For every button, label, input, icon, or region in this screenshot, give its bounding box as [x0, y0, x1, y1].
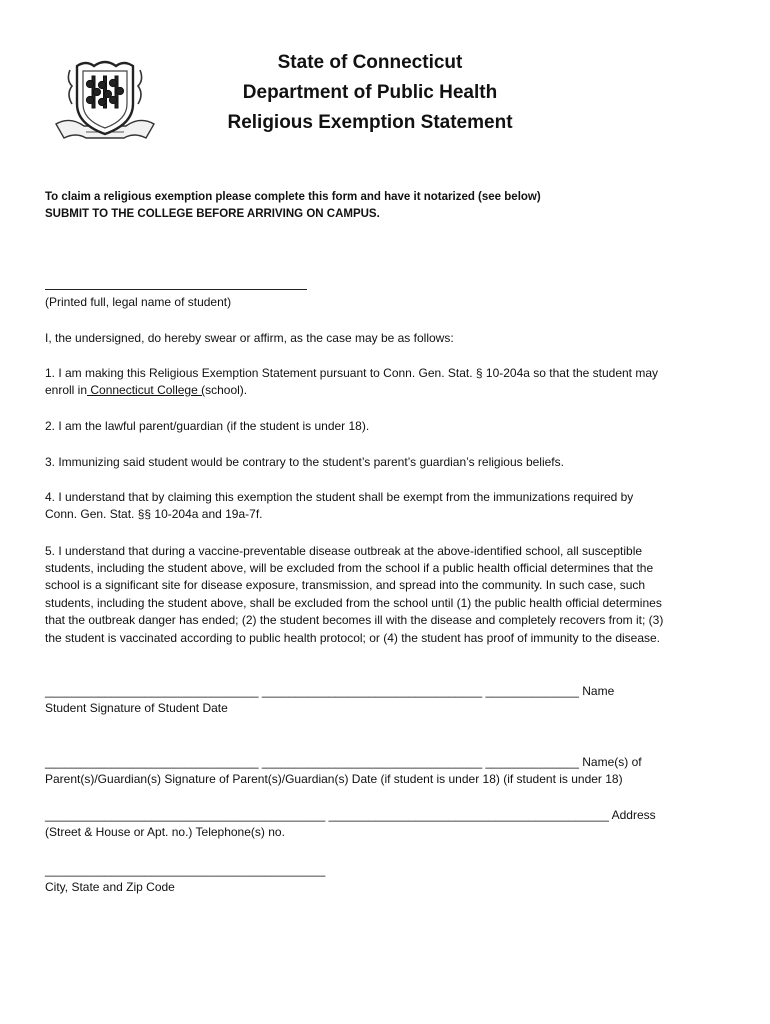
item-5-line1: 5. I understand that during a vaccine-preventable disease outbreak at the above-identified school, all susceptible	[45, 544, 643, 558]
page-title	[170, 48, 570, 138]
item-5-line6: the student is vaccinated according to public health protocol; or (4) the student has proof of immunity to the disease.	[45, 631, 661, 645]
school-name-field[interactable]: Connecticut College (	[87, 383, 206, 397]
item-3: 3. Immunizing said student would be contrary to the student’s parent’s guardian’s religious beliefs.	[45, 455, 564, 469]
student-signature-line[interactable]: ________________________________ _________________________________ ______________ Name	[45, 684, 615, 698]
item-2: 2. I am the lawful parent/guardian (if the student is under 18).	[45, 419, 370, 433]
item-1-suffix: school).	[205, 383, 248, 397]
item-4-line2: Conn. Gen. Stat. §§ 10-204a and 19a-7f.	[45, 507, 263, 521]
instructions	[45, 189, 541, 223]
item-5-line3: school is a significant site for disease exposure, transmission, and spread into the community. In such case, such	[45, 578, 646, 592]
title-department: Department of Public Health	[242, 82, 498, 103]
connecticut-state-seal	[50, 54, 160, 150]
item-5-line5: that the outbreak danger has ended; (2) the student becomes ill with the disease and completely recovers from it; (3)	[45, 613, 664, 627]
address-caption: (Street & House or Apt. no.) Telephone(s) no.	[45, 825, 285, 839]
title-form-name: Religious Exemption Statement	[227, 112, 513, 133]
instructions-line2: SUBMIT TO THE COLLEGE BEFORE ARRIVING ON CAMPUS.	[45, 208, 380, 220]
item-1-prefix: enroll in	[45, 383, 88, 397]
item-1-line2	[45, 382, 247, 399]
parent-signature-caption: Parent(s)/Guardian(s) Signature of Parent(s)/Guardian(s) Date (if student is under 18) (if student is under 18)	[45, 772, 623, 786]
item-5-line4: students, including the student above, shall be excluded from the school until (1) the public health official determines	[45, 596, 662, 610]
student-name-caption: (Printed full, legal name of student)	[45, 295, 232, 309]
city-state-zip-caption: City, State and Zip Code	[45, 880, 175, 894]
item-4-line1: 4. I understand that by claiming this exemption the student shall be exempt from the immunizations required by	[45, 490, 634, 504]
address-line[interactable]: __________________________________________ __________________________________________ Address	[45, 808, 656, 822]
intro-text: I, the undersigned, do hereby swear or affirm, as the case may be as follows:	[45, 331, 454, 345]
city-state-zip-line[interactable]: __________________________________________	[45, 863, 326, 877]
title-state: State of Connecticut	[277, 52, 463, 73]
instructions-line1: To claim a religious exemption please complete this form and have it notarized (see below)	[45, 191, 541, 203]
parent-signature-line[interactable]: ________________________________ _________________________________ ______________ Name(s) of	[45, 755, 642, 769]
student-name-field[interactable]	[45, 289, 307, 290]
student-signature-caption: Student Signature of Student Date	[45, 701, 228, 715]
item-1-line1: 1. I am making this Religious Exemption Statement pursuant to Conn. Gen. Stat. § 10-204a so that the student may	[45, 366, 659, 380]
item-5-line2: students, including the student above, will be excluded from the school if a public health official determines that the	[45, 561, 654, 575]
